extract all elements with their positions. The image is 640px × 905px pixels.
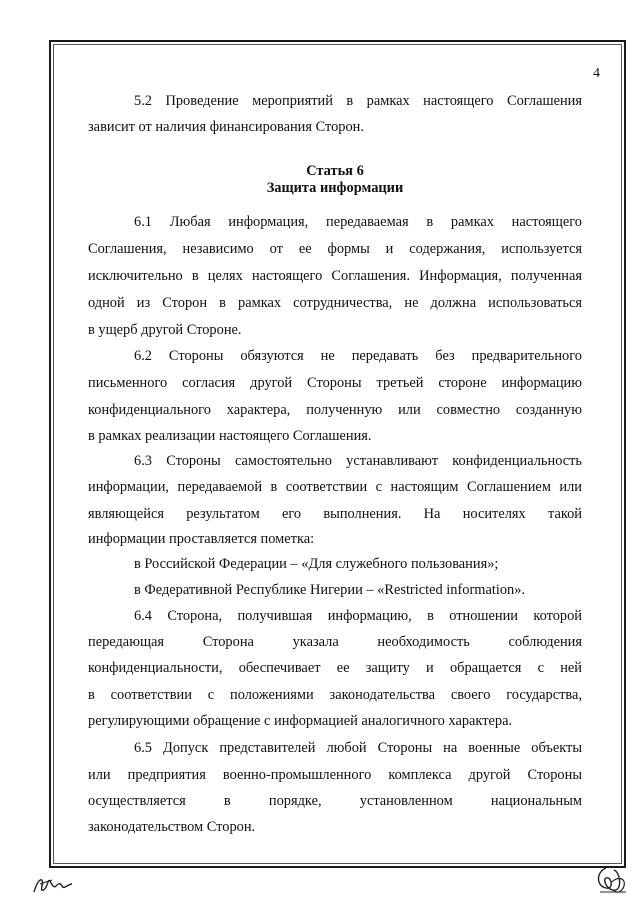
paragraph-line: в Российской Федерации – «Для служебного пользования»; xyxy=(134,556,499,572)
paragraph-line: осуществляется в порядке, установленном национальным xyxy=(88,793,582,809)
paragraph-line: исключительно в целях настоящего Соглашения. Информация, полученная xyxy=(88,268,582,284)
left-signature-icon xyxy=(30,872,80,898)
paragraph-line: являющейся результатом его выполнения. На носителях такой xyxy=(88,506,582,522)
paragraph-line: конфиденциального характера, полученную или совместно созданную xyxy=(88,402,582,418)
article-title: Статья 6 xyxy=(306,163,364,179)
paragraph-line: одной из Сторон в рамках сотрудничества, не должна использоваться xyxy=(88,295,582,311)
paragraph-line: конфиденциальности, обеспечивает ее защиту и обращается с ней xyxy=(88,660,582,676)
article-subtitle: Защита информации xyxy=(266,180,404,196)
paragraph-line: 6.3 Стороны самостоятельно устанавливают конфиденциальность xyxy=(134,453,582,469)
paragraph-line: 6.5 Допуск представителей любой Стороны на военные объекты xyxy=(134,740,582,756)
paragraph-line: или предприятия военно-промышленного комплекса другой Стороны xyxy=(88,767,582,783)
paragraph-line: 6.2 Стороны обязуются не передавать без предварительного xyxy=(134,348,582,364)
paragraph-line: в ущерб другой Стороне. xyxy=(88,322,242,338)
paragraph-line: Соглашения, независимо от ее формы и содержания, используется xyxy=(88,241,582,257)
paragraph-line: регулирующими обращение с информацией аналогичного характера. xyxy=(88,713,513,729)
paragraph-line: в Федеративной Республике Нигерии – «Restricted information». xyxy=(134,582,526,598)
paragraph-line: в рамках реализации настоящего Соглашения. xyxy=(88,428,372,444)
paragraph-line: информации проставляется пометка: xyxy=(88,531,315,547)
paragraph-line: 6.4 Сторона, получившая информацию, в отношении которой xyxy=(134,608,582,624)
paragraph-line: информации, передаваемой в соответствии с настоящим Соглашением или xyxy=(88,479,582,495)
paragraph-line: письменного согласия другой Стороны третьей стороне информацию xyxy=(88,375,582,391)
paragraph-line: в соответствии с положениями законодательства своего государства, xyxy=(88,687,582,703)
paragraph-line: 5.2 Проведение мероприятий в рамках настоящего Соглашения xyxy=(134,93,582,109)
page-number: 4 xyxy=(593,66,600,81)
right-signature-icon xyxy=(592,862,634,898)
paragraph-line: законодательством Сторон. xyxy=(88,819,256,835)
paragraph-line: 6.1 Любая информация, передаваемая в рамках настоящего xyxy=(134,214,582,230)
paragraph-line: зависит от наличия финансирования Сторон. xyxy=(88,119,364,135)
paragraph-line: передающая Сторона указала необходимость соблюдения xyxy=(88,634,582,650)
